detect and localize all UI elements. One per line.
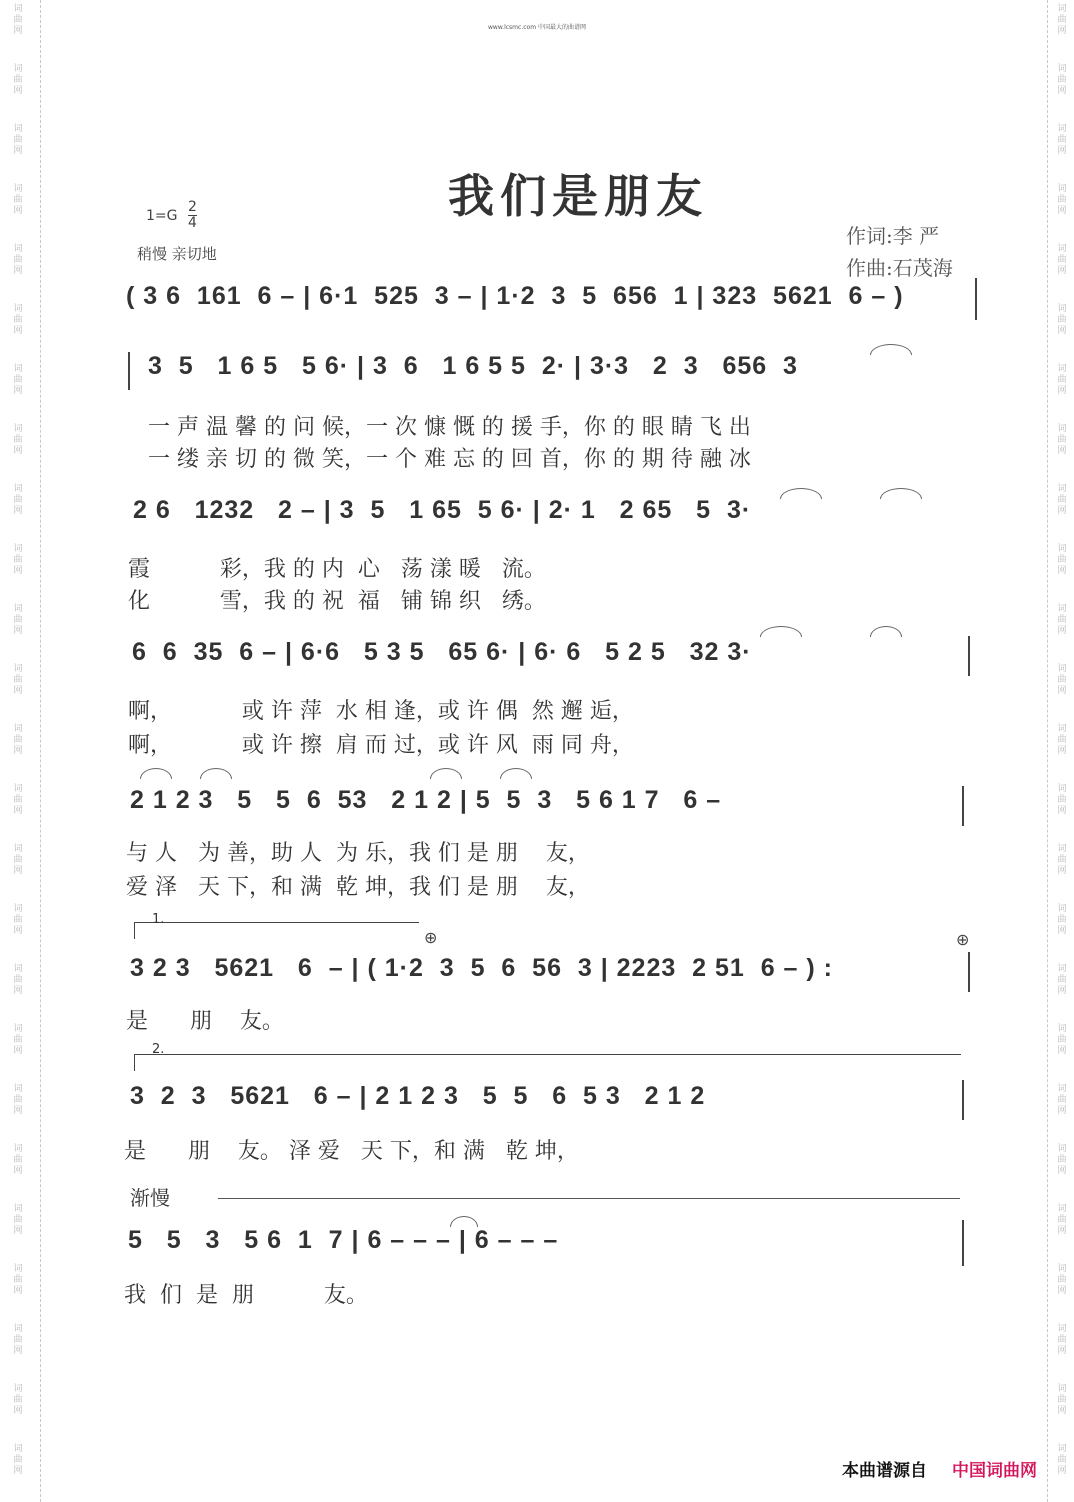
lyrics-verse-1: 霞 彩，我 的 内 心 荡 漾 暖 流。 <box>128 557 546 582</box>
side-watermark: 词 曲 网 <box>1057 1384 1067 1416</box>
side-watermark: 词 曲 网 <box>1057 64 1067 96</box>
side-watermark: 词 曲 网 <box>13 1024 23 1056</box>
barline <box>962 786 964 826</box>
side-watermark: 词 曲 网 <box>13 1204 23 1236</box>
slur <box>780 488 822 499</box>
second-ending-bracket <box>134 1054 961 1071</box>
side-watermark: 词 曲 网 <box>13 1324 23 1356</box>
lyrics-verse-1: 是 朋 友。 <box>126 1009 284 1034</box>
first-ending-label: 1. <box>152 912 165 927</box>
side-watermark: 词 曲 网 <box>13 64 23 96</box>
side-watermark: 词 曲 网 <box>13 304 23 336</box>
notation-line: 3 2 3 5621 6 – | ( 1·2 3 5 6 56 3 | 2223 2 51 6 – ) : <box>130 954 834 982</box>
lyrics-verse-1: 啊， 或 许 萍 水 相 逢，或 许 偶 然 邂 逅， <box>128 699 634 724</box>
side-watermark: 词 曲 网 <box>1057 484 1067 516</box>
notation-line: 6 6 35 6 – | 6·6 5 3 5 65 6· | 6· 6 5 2 5 32 3· <box>132 638 752 666</box>
side-watermark: 词 曲 网 <box>1057 904 1067 936</box>
side-watermark: 词 曲 网 <box>1057 1264 1067 1296</box>
source-site: 中国词曲网 <box>952 1461 1037 1481</box>
side-watermark: 词 曲 网 <box>1057 244 1067 276</box>
left-watermark-column <box>8 0 28 1500</box>
side-watermark: 词 曲 网 <box>1057 664 1067 696</box>
coda-sign: ⊕ <box>956 930 970 949</box>
side-watermark: 词 曲 网 <box>13 604 23 636</box>
side-watermark: 词 曲 网 <box>13 784 23 816</box>
side-watermark: 词 曲 网 <box>13 1444 23 1476</box>
barline <box>975 278 977 320</box>
side-watermark: 词 曲 网 <box>13 484 23 516</box>
slur <box>500 768 532 779</box>
second-ending-label: 2. <box>152 1042 165 1057</box>
side-watermark: 词 曲 网 <box>13 424 23 456</box>
lyrics-verse-2: 化 雪，我 的 祝 福 铺 锦 织 绣。 <box>128 589 546 614</box>
song-title: 我们是朋友 <box>448 169 708 223</box>
side-watermark: 词 曲 网 <box>13 4 23 36</box>
slur <box>870 626 902 637</box>
left-page-edge <box>40 0 42 1502</box>
lyrics-verse-1: 我 们 是 朋 友。 <box>124 1283 368 1308</box>
side-watermark: 词 曲 网 <box>13 844 23 876</box>
key-signature: 1=G <box>146 208 178 224</box>
side-watermark: 词 曲 网 <box>13 124 23 156</box>
lyrics-verse-1: 与 人 为 善，助 人 为 乐，我 们 是 朋 友， <box>126 841 590 866</box>
barline <box>968 636 970 676</box>
side-watermark: 词 曲 网 <box>1057 364 1067 396</box>
composer-credit: 作曲:石茂海 <box>846 256 953 280</box>
notation-line: 2 1 2 3 5 5 6 53 2 1 2 | 5 5 3 5 6 1 7 6 – <box>130 786 722 814</box>
side-watermark: 词 曲 网 <box>1057 1084 1067 1116</box>
slur <box>870 344 912 355</box>
side-watermark: 词 曲 网 <box>13 544 23 576</box>
site-url: www.lcsmc.com 中国最大的曲谱网 <box>488 24 586 31</box>
side-watermark: 词 曲 网 <box>1057 964 1067 996</box>
lyrics-verse-1: 是 朋 友。 泽 爱 天 下，和 满 乾 坤， <box>124 1139 579 1164</box>
side-watermark: 词 曲 网 <box>1057 724 1067 756</box>
side-watermark: 词 曲 网 <box>13 1144 23 1176</box>
side-watermark: 词 曲 网 <box>1057 544 1067 576</box>
repeat-end-barline <box>968 952 970 992</box>
side-watermark: 词 曲 网 <box>13 1264 23 1296</box>
ritardando-marking: 渐慢 <box>130 1186 170 1210</box>
notation-line: 3 5 1 6 5 5 6· | 3 6 1 6 5 5 2· | 3·3 2 3 656 3 <box>148 352 798 380</box>
source-label: 本曲谱源自 <box>842 1461 927 1481</box>
side-watermark: 词 曲 网 <box>1057 604 1067 636</box>
side-watermark: 词 曲 网 <box>13 664 23 696</box>
side-watermark: 词 曲 网 <box>13 964 23 996</box>
barline <box>962 1080 964 1120</box>
slur <box>140 768 172 779</box>
lyricist-credit: 作词:李 严 <box>846 224 940 248</box>
tempo-marking: 稍慢 亲切地 <box>137 245 217 263</box>
side-watermark: 词 曲 网 <box>13 1384 23 1416</box>
lyrics-verse-1: 一 声 温 馨 的 问 候，一 次 慷 慨 的 援 手，你 的 眼 睛 飞 出 <box>148 415 751 440</box>
side-watermark: 词 曲 网 <box>13 244 23 276</box>
side-watermark: 词 曲 网 <box>1057 424 1067 456</box>
time-top: 2 <box>188 199 197 215</box>
slur <box>430 768 462 779</box>
side-watermark: 词 曲 网 <box>13 1084 23 1116</box>
notation-line: 2 6 1232 2 – | 3 5 1 65 5 6· | 2· 1 2 65 5 3· <box>133 496 752 524</box>
time-bottom: 4 <box>188 215 197 231</box>
side-watermark: 词 曲 网 <box>1057 304 1067 336</box>
side-watermark: 词 曲 网 <box>1057 184 1067 216</box>
side-watermark: 词 曲 网 <box>1057 1024 1067 1056</box>
side-watermark: 词 曲 网 <box>1057 1144 1067 1176</box>
first-ending-bracket <box>134 922 419 939</box>
coda-sign: ⊕ <box>424 928 438 947</box>
right-watermark-column <box>1052 0 1072 1500</box>
slur <box>760 626 802 637</box>
side-watermark: 词 曲 网 <box>13 904 23 936</box>
time-signature <box>188 200 197 231</box>
ritardando-line <box>218 1198 960 1199</box>
lyrics-verse-2: 爱 泽 天 下，和 满 乾 坤，我 们 是 朋 友， <box>126 875 590 900</box>
side-watermark: 词 曲 网 <box>1057 4 1067 36</box>
side-watermark: 词 曲 网 <box>1057 124 1067 156</box>
repeat-start-barline <box>128 352 130 390</box>
side-watermark: 词 曲 网 <box>1057 844 1067 876</box>
notation-line: 5 5 3 5 6 1 7 | 6 – – – | 6 – – – <box>128 1226 559 1254</box>
side-watermark: 词 曲 网 <box>1057 1324 1067 1356</box>
lyrics-verse-2: 一 缕 亲 切 的 微 笑，一 个 难 忘 的 回 首，你 的 期 待 融 冰 <box>148 447 751 472</box>
side-watermark: 词 曲 网 <box>13 724 23 756</box>
slur <box>880 488 922 499</box>
side-watermark: 词 曲 网 <box>1057 1444 1067 1476</box>
side-watermark: 词 曲 网 <box>13 184 23 216</box>
side-watermark: 词 曲 网 <box>13 364 23 396</box>
lyrics-verse-2: 啊， 或 许 擦 肩 而 过，或 许 风 雨 同 舟， <box>128 733 634 758</box>
side-watermark: 词 曲 网 <box>1057 1204 1067 1236</box>
right-page-edge <box>1047 0 1049 1502</box>
final-barline <box>962 1220 964 1266</box>
slur <box>200 768 232 779</box>
side-watermark: 词 曲 网 <box>1057 784 1067 816</box>
notation-line: ( 3 6 161 6 – | 6·1 525 3 – | 1·2 3 5 656 1 | 323 5621 6 – ) <box>126 282 904 310</box>
notation-line: 3 2 3 5621 6 – | 2 1 2 3 5 5 6 5 3 2 1 2 <box>130 1082 706 1110</box>
